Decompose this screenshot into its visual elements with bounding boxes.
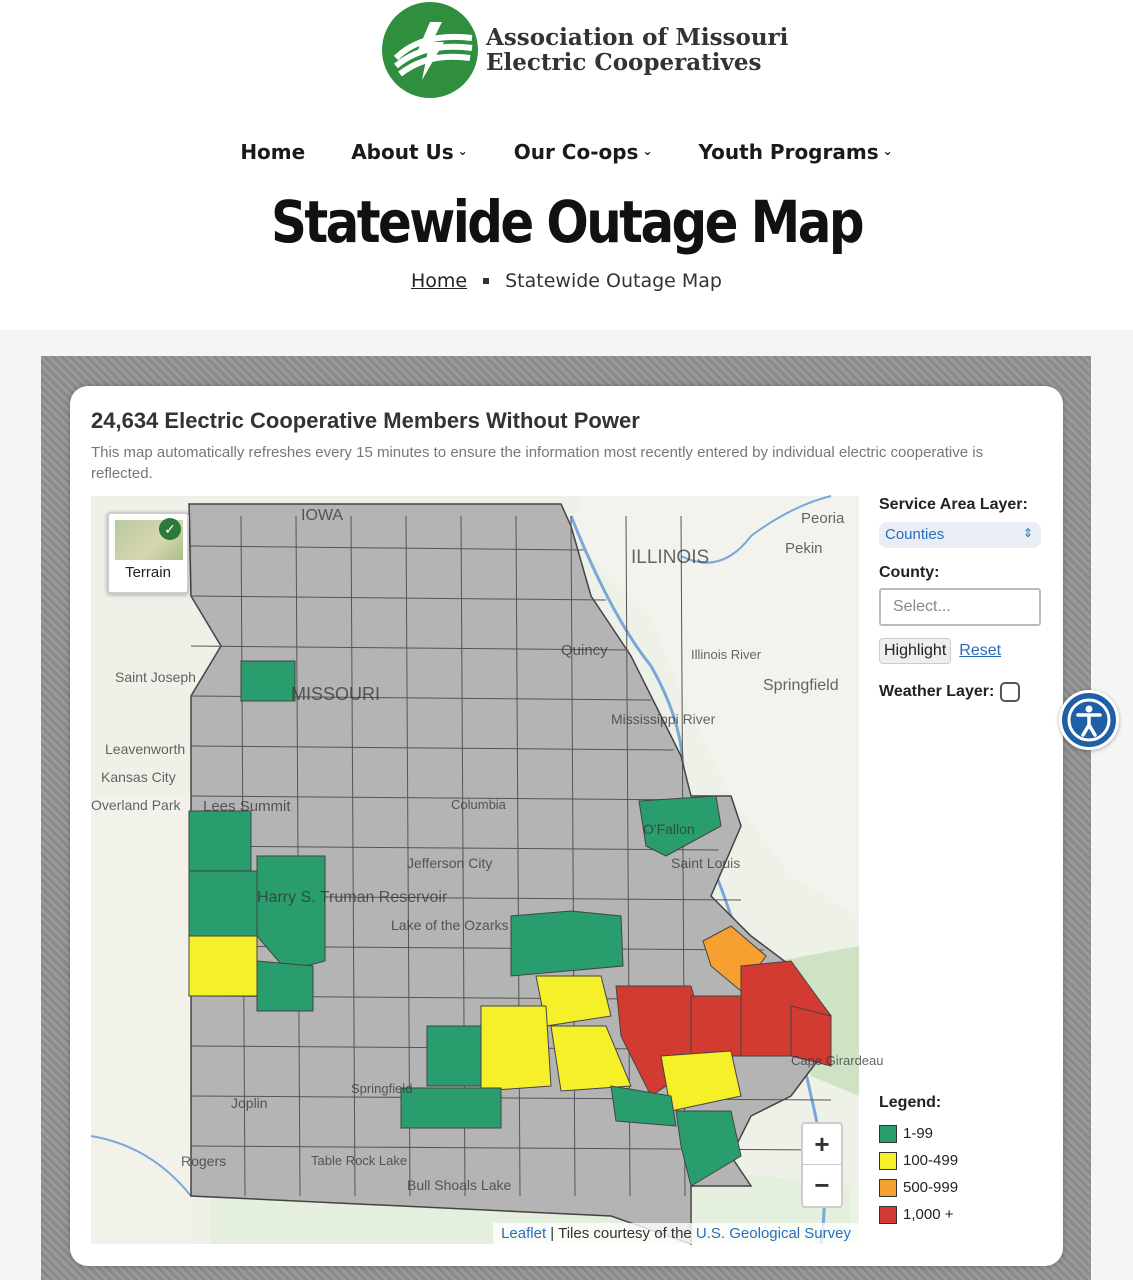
main-nav (0, 140, 1133, 164)
site-logo[interactable] (382, 2, 788, 98)
service-area-label: Service Area Layer: (879, 496, 1028, 513)
nav-about-us[interactable] (351, 140, 468, 164)
highlight-button[interactable]: Highlight (879, 638, 951, 664)
legend-label: 100-499 (903, 1152, 959, 1169)
zoom-in-button[interactable]: + (803, 1124, 841, 1165)
select-arrows-icon: ⇕ (1022, 526, 1033, 540)
brand-line-1: Association of Missouri (486, 24, 789, 51)
county-green (241, 661, 295, 701)
outage-count-title: 24,634 Electric Cooperative Members Without Power (91, 408, 640, 433)
map-place-label: Bull Shoals Lake (407, 1177, 512, 1193)
legend-item-1000-plus (879, 1201, 958, 1228)
map-place-label: O'Fallon (643, 821, 695, 837)
accessibility-button[interactable] (1059, 690, 1119, 750)
map-place-label: Saint Joseph (115, 669, 196, 685)
map-place-label: Rogers (181, 1153, 227, 1169)
power-lines-icon (382, 2, 478, 98)
map-place-label: Joplin (231, 1095, 268, 1111)
county-green (401, 1088, 501, 1128)
legend-swatch (879, 1206, 897, 1224)
county-green (189, 871, 257, 936)
map-place-label: Cape Girardeau (791, 1053, 884, 1068)
refresh-note: This map automatically refreshes every 15 minutes to ensure the information most recently entered by individual electric cooperative is reflected. (91, 444, 984, 482)
map-place-label: Harry S. Truman Reservoir (257, 889, 448, 906)
nav-home[interactable] (240, 140, 305, 164)
map-place-label: Lees Summit (203, 798, 291, 815)
outage-card (70, 386, 1063, 1266)
map-attribution (493, 1223, 859, 1244)
map-place-label: Pekin (785, 540, 823, 557)
legend-label: 1-99 (903, 1125, 934, 1142)
zoom-out-button[interactable]: − (814, 1170, 830, 1200)
map-place-label: Lake of the Ozarks (391, 917, 509, 933)
map-place-label: Leavenworth (105, 741, 186, 757)
chevron-down-icon: ⌄ (642, 144, 653, 158)
weather-layer-toggle (879, 682, 1049, 702)
map-controls (879, 496, 1049, 702)
terrain-layer-button[interactable] (107, 512, 189, 594)
nav-youth-label: Youth Programs (698, 140, 879, 164)
zoom-control (801, 1122, 843, 1208)
map-place-label: Quincy (561, 642, 608, 659)
nav-youth-programs[interactable] (699, 140, 893, 164)
map-place-label: Illinois River (691, 647, 762, 662)
page-title: Statewide Outage Map (271, 188, 862, 256)
legend-item-500-999 (879, 1174, 958, 1201)
map-place-label: Jefferson City (407, 855, 493, 871)
service-area-value: Counties (885, 526, 945, 543)
nav-our-coops[interactable] (514, 140, 653, 164)
legend-label: 500-999 (903, 1179, 959, 1196)
reset-link[interactable]: Reset (959, 642, 1002, 659)
check-icon: ✓ (159, 518, 181, 540)
legend-swatch (879, 1179, 897, 1197)
chevron-down-icon: ⌄ (882, 144, 893, 158)
map-place-label: Mississippi River (611, 711, 716, 727)
county-green (427, 1026, 481, 1086)
map-legend (879, 1094, 958, 1228)
breadcrumb-home[interactable]: Home (411, 270, 468, 292)
county-green (511, 911, 623, 976)
chevron-down-icon: ⌄ (457, 144, 468, 158)
map-canvas[interactable] (91, 496, 884, 1244)
nav-home-label: Home (240, 140, 306, 164)
county-yellow (481, 1006, 551, 1091)
breadcrumb (0, 270, 1133, 292)
weather-checkbox[interactable] (1000, 682, 1020, 702)
map-place-label: Saint Louis (671, 855, 741, 871)
map-place-label: Table Rock Lake (311, 1153, 408, 1168)
service-area-select[interactable] (879, 522, 1041, 548)
county-placeholder: Select... (893, 598, 951, 615)
leaflet-link[interactable]: Leaflet (501, 1225, 547, 1242)
site-header (0, 0, 1133, 330)
map-place-label: Columbia (451, 797, 506, 812)
breadcrumb-separator (483, 278, 489, 284)
map-place-label: Kansas City (101, 769, 176, 785)
brand-line-2: Electric Cooperatives (486, 49, 762, 76)
usgs-link[interactable]: U.S. Geological Survey (695, 1225, 851, 1242)
breadcrumb-current: Statewide Outage Map (505, 270, 722, 292)
map-place-label: Springfield (763, 677, 839, 694)
map-place-label: Springfield (351, 1081, 413, 1096)
legend-item-1-99 (879, 1120, 958, 1147)
county-yellow (189, 936, 257, 996)
legend-title: Legend: (879, 1094, 942, 1111)
outage-map[interactable] (91, 496, 884, 1244)
county-green (189, 811, 251, 871)
county-green (257, 961, 313, 1011)
county-actions (879, 638, 1049, 664)
terrain-label: Terrain (125, 564, 171, 581)
map-place-label: MISSOURI (291, 684, 381, 704)
legend-label: 1,000 + (903, 1206, 954, 1223)
legend-swatch (879, 1125, 897, 1143)
legend-item-100-499 (879, 1147, 958, 1174)
nav-coops-label: Our Co-ops (513, 140, 639, 164)
county-label: County: (879, 564, 940, 581)
county-select[interactable] (879, 588, 1041, 626)
map-place-label: Overland Park (91, 797, 181, 813)
nav-about-label: About Us (351, 140, 454, 164)
accessibility-icon (1062, 693, 1116, 747)
map-place-label: ILLINOIS (631, 547, 710, 568)
map-place-label: IOWA (301, 507, 344, 524)
weather-label: Weather Layer: (879, 683, 995, 700)
legend-swatch (879, 1152, 897, 1170)
map-place-label: Peoria (801, 510, 845, 527)
attribution-text: | Tiles courtesy of the (546, 1225, 696, 1242)
